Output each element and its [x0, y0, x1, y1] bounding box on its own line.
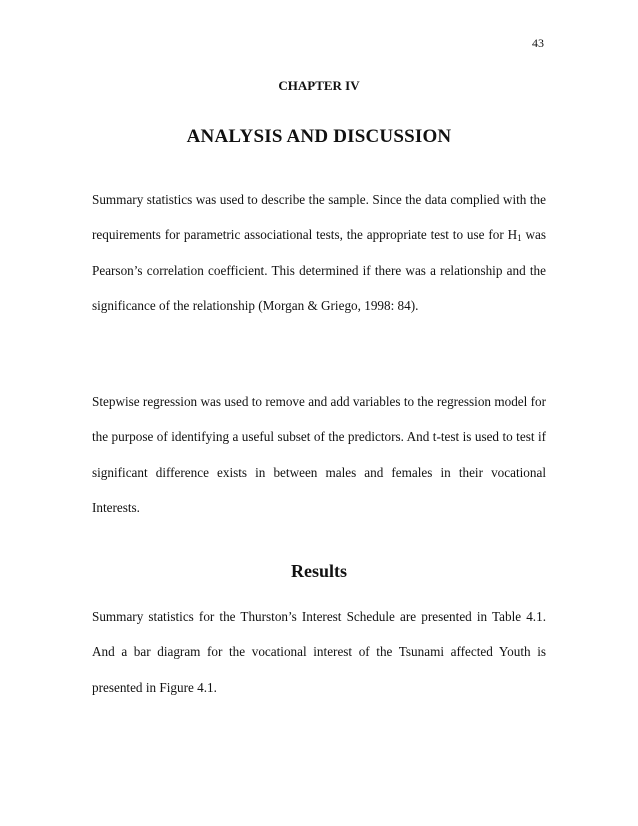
paragraph-text-after-subscript: was Pearson’s correlation coefficient. This determined if there was a relationship and the significance of the relationship (Morgan & Griego, 1998: 84). — [92, 227, 546, 314]
hypothesis-subscript: 1 — [517, 233, 522, 244]
paragraph-text-before-subscript: Summary statistics was used to describe the sample. Since the data complied with the requirements for parametric associational tests, the appropriate test to use for H — [92, 192, 546, 243]
chapter-title: ANALYSIS AND DISCUSSION — [186, 126, 452, 147]
paragraph-summary-statistics — [92, 182, 546, 324]
paragraph-stepwise-regression: Stepwise regression was used to remove and add variables to the regression model for the purpose of identifying a useful subset of the predictors. And t-test is used to test if significant difference exists in between males and females in their vocational Interests. — [92, 394, 546, 516]
results-heading: Results — [290, 561, 347, 581]
page-number: 43 — [532, 36, 544, 50]
chapter-label: CHAPTER IV — [278, 78, 360, 93]
paragraph-results-summary: Summary statistics for the Thurston’s Interest Schedule are presented in Table 4.1. And a bar diagram for the vocational interest of the Tsunami affected Youth is presented in Figure 4.1. — [92, 609, 546, 695]
